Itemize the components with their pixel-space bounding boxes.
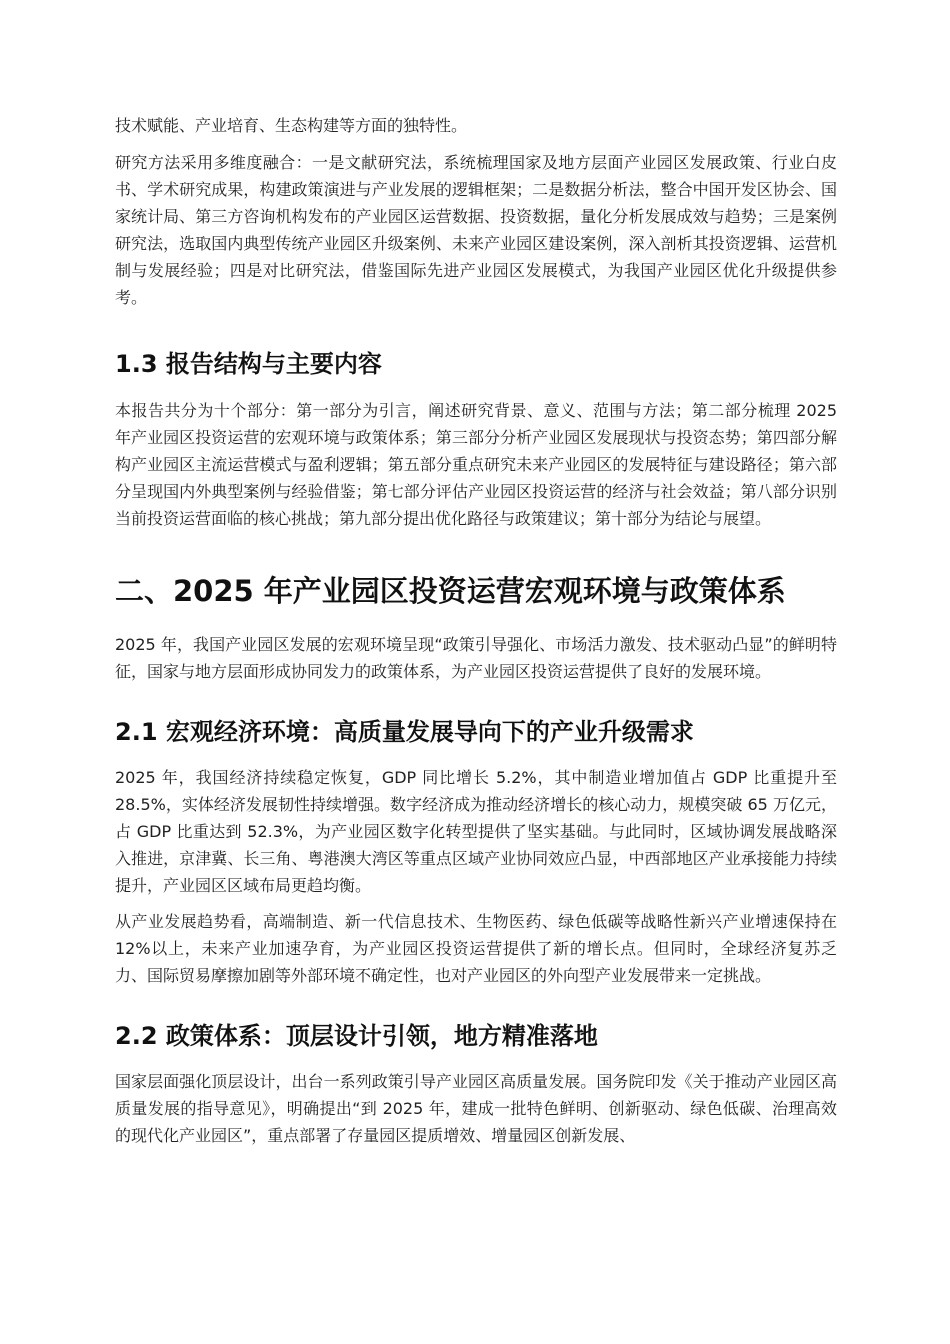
section-heading-2-1: 2.1 宏观经济环境：高质量发展导向下的产业升级需求: [115, 718, 694, 746]
section-heading-1-3: 1.3 报告结构与主要内容: [115, 350, 382, 378]
paragraph-intro-tail: 技术赋能、产业培育、生态构建等方面的独特性。: [115, 116, 468, 135]
document-page: [115, 112, 837, 1158]
paragraph-macro-economy: 2025 年，我国经济持续稳定恢复，GDP 同比增长 5.2%，其中制造业增加值占 GDP 比重提升至 28.5%，实体经济发展韧性持续增强。数字经济成为推动经济增长的核心动力，规模突破 65 万亿元，占 GDP 比重达到 52.3%，为产业园区数字化转型提供了坚实基础。与此同时，区域协调发展战略深入推进，京津冀、长三角、粤港澳大湾区等重点区域产业协同效应凸显，中西部地区产业承接能力持续提升，产业园区区域布局更趋均衡。: [115, 768, 837, 895]
chapter-heading-part-2: 二、2025 年产业园区投资运营宏观环境与政策体系: [115, 574, 786, 608]
paragraph-industry-trend: 从产业发展趋势看，高端制造、新一代信息技术、生物医药、绿色低碳等战略性新兴产业增速保持在 12%以上，未来产业加速孕育，为产业园区投资运营提供了新的增长点。但同时，全球经济复苏乏力、国际贸易摩擦加剧等外部环境不确定性，也对产业园区的外向型产业发展带来一定挑战。: [115, 912, 837, 985]
paragraph-report-structure: 本报告共分为十个部分：第一部分为引言，阐述研究背景、意义、范围与方法；第二部分梳理 2025 年产业园区投资运营的宏观环境与政策体系；第三部分分析产业园区发展现状与投资态势；第四部分解构产业园区主流运营模式与盈利逻辑；第五部分重点研究未来产业园区的发展特征与建设路径；第六部分呈现国内外典型案例与经验借鉴；第七部分评估产业园区投资运营的经济与社会效益；第八部分识别当前投资运营面临的核心挑战；第九部分提出优化路径与政策建议；第十部分为结论与展望。: [115, 401, 837, 528]
paragraph-research-methods: 研究方法采用多维度融合：一是文献研究法，系统梳理国家及地方层面产业园区发展政策、行业白皮书、学术研究成果，构建政策演进与产业发展的逻辑框架；二是数据分析法，整合中国开发区协会、国家统计局、第三方咨询机构发布的产业园区运营数据、投资数据，量化分析发展成效与趋势；三是案例研究法，选取国内典型传统产业园区升级案例、未来产业园区建设案例，深入剖析其投资逻辑、运营机制与发展经验；四是对比研究法，借鉴国际先进产业园区发展模式，为我国产业园区优化升级提供参考。: [115, 153, 837, 307]
paragraph-macro-overview: 2025 年，我国产业园区发展的宏观环境呈现“政策引导强化、市场活力激发、技术驱动凸显”的鲜明特征，国家与地方层面形成协同发力的政策体系，为产业园区投资运营提供了良好的发展环境。: [115, 635, 837, 681]
paragraph-policy-system: 国家层面强化顶层设计，出台一系列政策引导产业园区高质量发展。国务院印发《关于推动产业园区高质量发展的指导意见》，明确提出“到 2025 年，建成一批特色鲜明、创新驱动、绿色低碳、治理高效的现代化产业园区”，重点部署了存量园区提质增效、增量园区创新发展、: [115, 1072, 837, 1145]
section-heading-2-2: 2.2 政策体系：顶层设计引领，地方精准落地: [115, 1022, 598, 1050]
